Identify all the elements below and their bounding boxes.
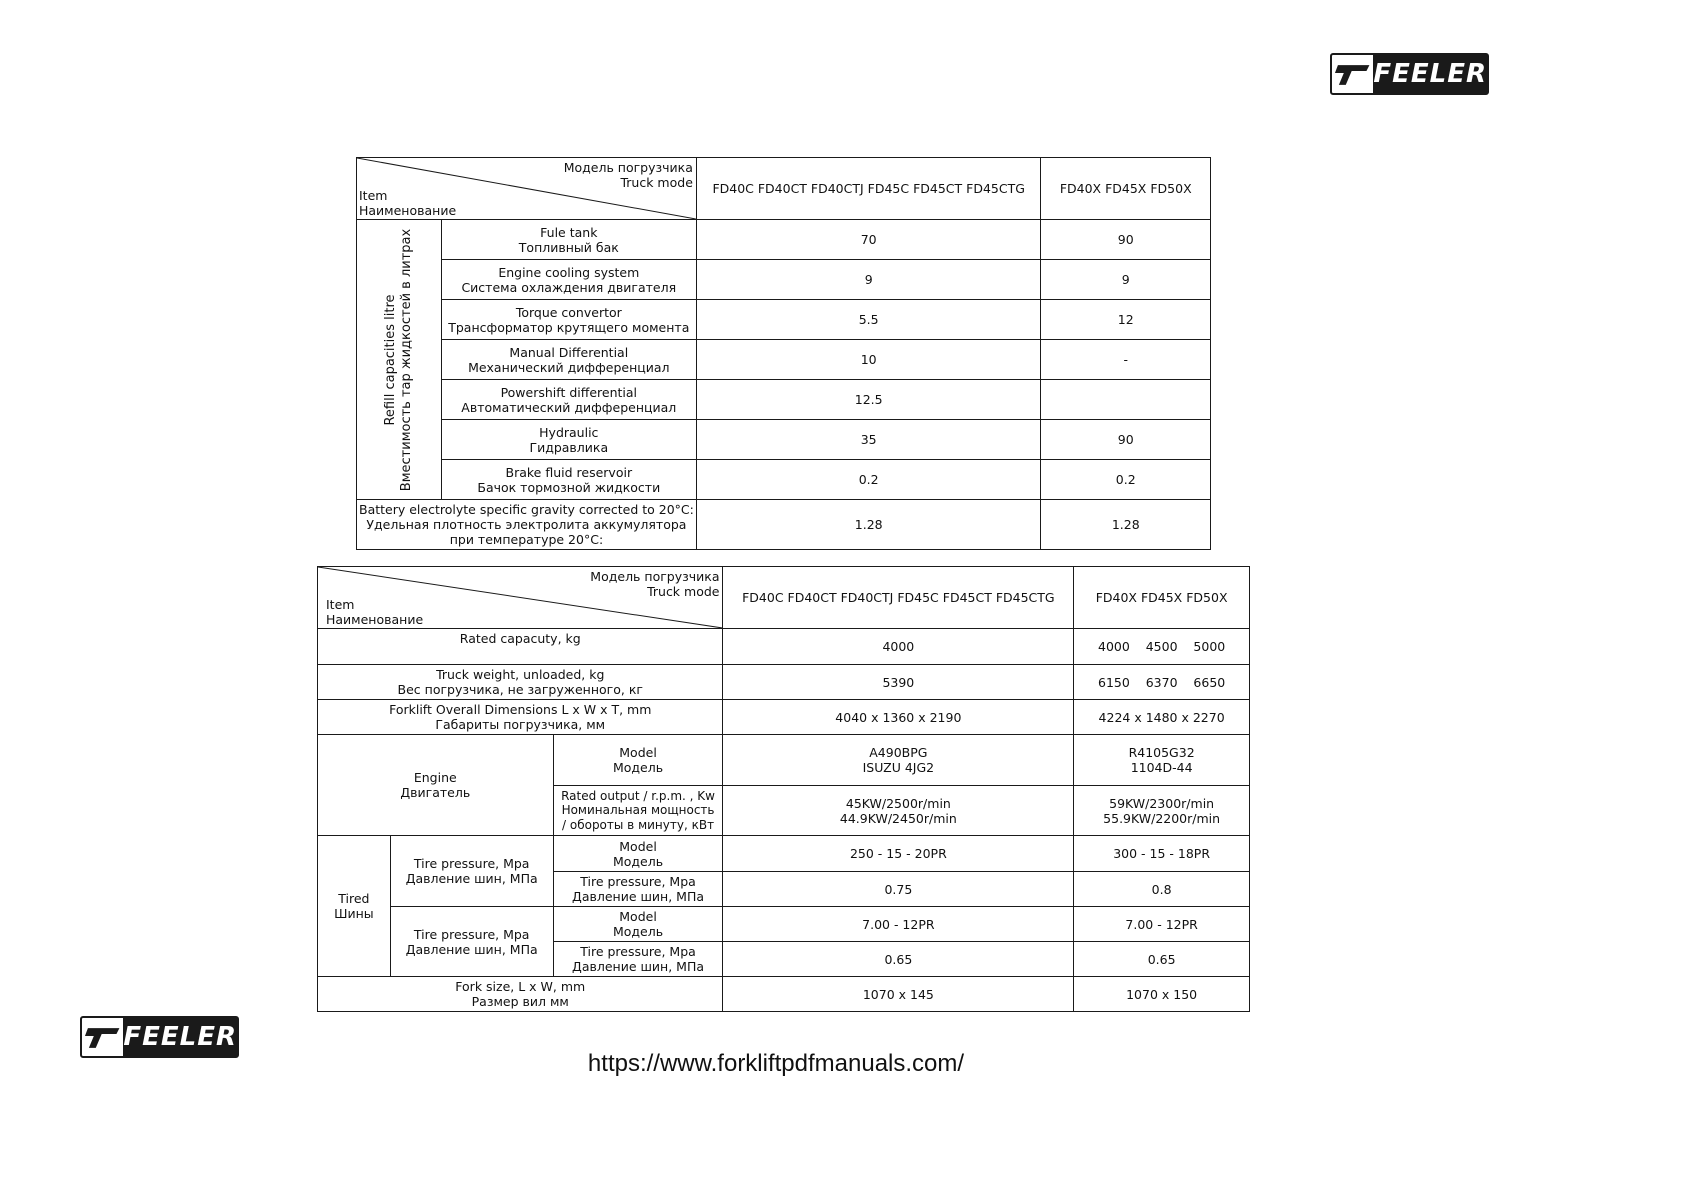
value-cell: 35 <box>696 420 1041 460</box>
value-cell: 1070 x 145 <box>723 977 1074 1012</box>
footer-url[interactable]: https://www.forkliftpdfmanuals.com/ <box>587 1050 965 1077</box>
model-group-2-header: FD40X FD45X FD50X <box>1041 158 1211 220</box>
table-row <box>357 260 1211 300</box>
table-row <box>318 665 1250 700</box>
value-cell: 1.28 <box>1041 500 1211 550</box>
row-item-label: Torque convertor Трансформатор крутящего момента <box>441 300 696 340</box>
fork-size-label: Fork size, L x W, mm Размер вил мм <box>318 977 723 1012</box>
row-item-label: Engine cooling system Система охлаждения двигателя <box>441 260 696 300</box>
table-row <box>318 977 1250 1012</box>
tire-pressure-label: Tire pressure, Mpa Давление шин, МПа <box>553 942 723 977</box>
front-tire-label: Tire pressure, Mpa Давление шин, МПа <box>390 836 553 907</box>
value-cell: 7.00 - 12PR <box>1074 907 1250 942</box>
tire-pressure-label: Tire pressure, Mpa Давление шин, МПа <box>553 872 723 907</box>
dimensions-label: Forklift Overall Dimensions L x W x T, mm Габариты погрузчика, мм <box>318 700 723 735</box>
value-cell: 5390 <box>723 665 1074 700</box>
header-corner-cell <box>318 567 723 629</box>
table-header-row <box>357 158 1211 220</box>
value-cell: 90 <box>1041 220 1211 260</box>
table-row <box>318 735 1250 786</box>
engine-model-label: Model Модель <box>553 735 723 786</box>
value-cell: 12 <box>1041 300 1211 340</box>
table-row <box>318 700 1250 735</box>
header-corner-cell <box>357 158 697 220</box>
table-row <box>357 300 1211 340</box>
value-cell: 4000 <box>723 629 1074 665</box>
table-row <box>357 380 1211 420</box>
row-item-label: Manual Differential Механический дифференциал <box>441 340 696 380</box>
value-cell: 1.28 <box>696 500 1041 550</box>
value-cell: R4105G32 1104D-44 <box>1074 735 1250 786</box>
value-cell: 300 - 15 - 18PR <box>1074 836 1250 872</box>
header-truck-model-label: Модель погрузчика Truck mode <box>590 569 720 599</box>
table-header-row <box>318 567 1250 629</box>
row-item-label: Brake fluid reservoir Бачок тормозной жидкости <box>441 460 696 500</box>
table-row <box>318 629 1250 665</box>
header-item-label: Item Наименование <box>326 597 424 627</box>
battery-label: Battery electrolyte specific gravity corrected to 20°C: Удельная плотность электролита аккумулятора при температуре 20°C: <box>357 500 697 550</box>
header-item-label: Item Наименование <box>359 188 457 218</box>
tires-label: Tired Шины <box>318 836 391 977</box>
row-item-label: Fule tank Топливный бак <box>441 220 696 260</box>
value-cell: 9 <box>696 260 1041 300</box>
table-row <box>357 420 1211 460</box>
value-cell: 90 <box>1041 420 1211 460</box>
refill-group-label: Refill capacities litre Вместимость тар жидкостей в литрах <box>357 220 442 500</box>
value-cell: 4040 x 1360 x 2190 <box>723 700 1074 735</box>
value-cell: 45KW/2500r/min 44.9KW/2450r/min <box>723 786 1074 836</box>
feeler-logo-mark-icon <box>1332 55 1373 93</box>
value-cell: 5.5 <box>696 300 1041 340</box>
model-group-2-header: FD40X FD45X FD50X <box>1074 567 1250 629</box>
value-cell: 0.75 <box>723 872 1074 907</box>
header-truck-model-label: Модель погрузчика Truck mode <box>563 160 693 190</box>
table-row <box>357 460 1211 500</box>
truck-weight-label: Truck weight, unloaded, kg Вес погрузчика, не загруженного, кг <box>318 665 723 700</box>
value-cell: 59KW/2300r/min 55.9KW/2200r/min <box>1074 786 1250 836</box>
table-row <box>357 220 1211 260</box>
feeler-logo-text: FEELER <box>1373 59 1487 89</box>
tire-model-label: Model Модель <box>553 907 723 942</box>
value-cell: 0.8 <box>1074 872 1250 907</box>
value-cell: 1070 x 150 <box>1074 977 1250 1012</box>
engine-label: Engine Двигатель <box>318 735 554 836</box>
rated-capacity-label: Rated capacuty, kg <box>318 629 723 665</box>
value-cell: 4224 x 1480 x 2270 <box>1074 700 1250 735</box>
table-row <box>357 340 1211 380</box>
feeler-logo-text: FEELER <box>123 1022 237 1052</box>
value-cell: 9 <box>1041 260 1211 300</box>
value-cell: 10 <box>696 340 1041 380</box>
value-cell: 0.65 <box>723 942 1074 977</box>
row-item-label: Hydraulic Гидравлика <box>441 420 696 460</box>
table-row <box>318 836 1250 872</box>
value-cell: 0.2 <box>1041 460 1211 500</box>
value-cell: A490BPG ISUZU 4JG2 <box>723 735 1074 786</box>
model-group-1-header: FD40C FD40CT FD40CTJ FD45C FD45CT FD45CTG <box>696 158 1041 220</box>
table-row <box>318 907 1250 942</box>
feeler-logo-top <box>1330 53 1489 95</box>
refill-capacities-table <box>356 157 1211 550</box>
value-cell: 6150 6370 6650 <box>1074 665 1250 700</box>
value-cell: 0.65 <box>1074 942 1250 977</box>
value-cell: 7.00 - 12PR <box>723 907 1074 942</box>
value-cell: - <box>1041 340 1211 380</box>
engine-output-label: Rated output / r.p.m. , Kw Номинальная мощность / обороты в минуту, кВт <box>553 786 723 836</box>
specifications-table <box>317 566 1250 1012</box>
rear-tire-label: Tire pressure, Mpa Давление шин, МПа <box>390 907 553 977</box>
value-cell: 0.2 <box>696 460 1041 500</box>
value-cell: 70 <box>696 220 1041 260</box>
value-cell <box>1041 380 1211 420</box>
value-cell: 250 - 15 - 20PR <box>723 836 1074 872</box>
tire-model-label: Model Модель <box>553 836 723 872</box>
battery-row <box>357 500 1211 550</box>
value-cell: 4000 4500 5000 <box>1074 629 1250 665</box>
value-cell: 12.5 <box>696 380 1041 420</box>
row-item-label: Powershift differential Автоматический дифференциал <box>441 380 696 420</box>
model-group-1-header: FD40C FD40CT FD40CTJ FD45C FD45CT FD45CTG <box>723 567 1074 629</box>
